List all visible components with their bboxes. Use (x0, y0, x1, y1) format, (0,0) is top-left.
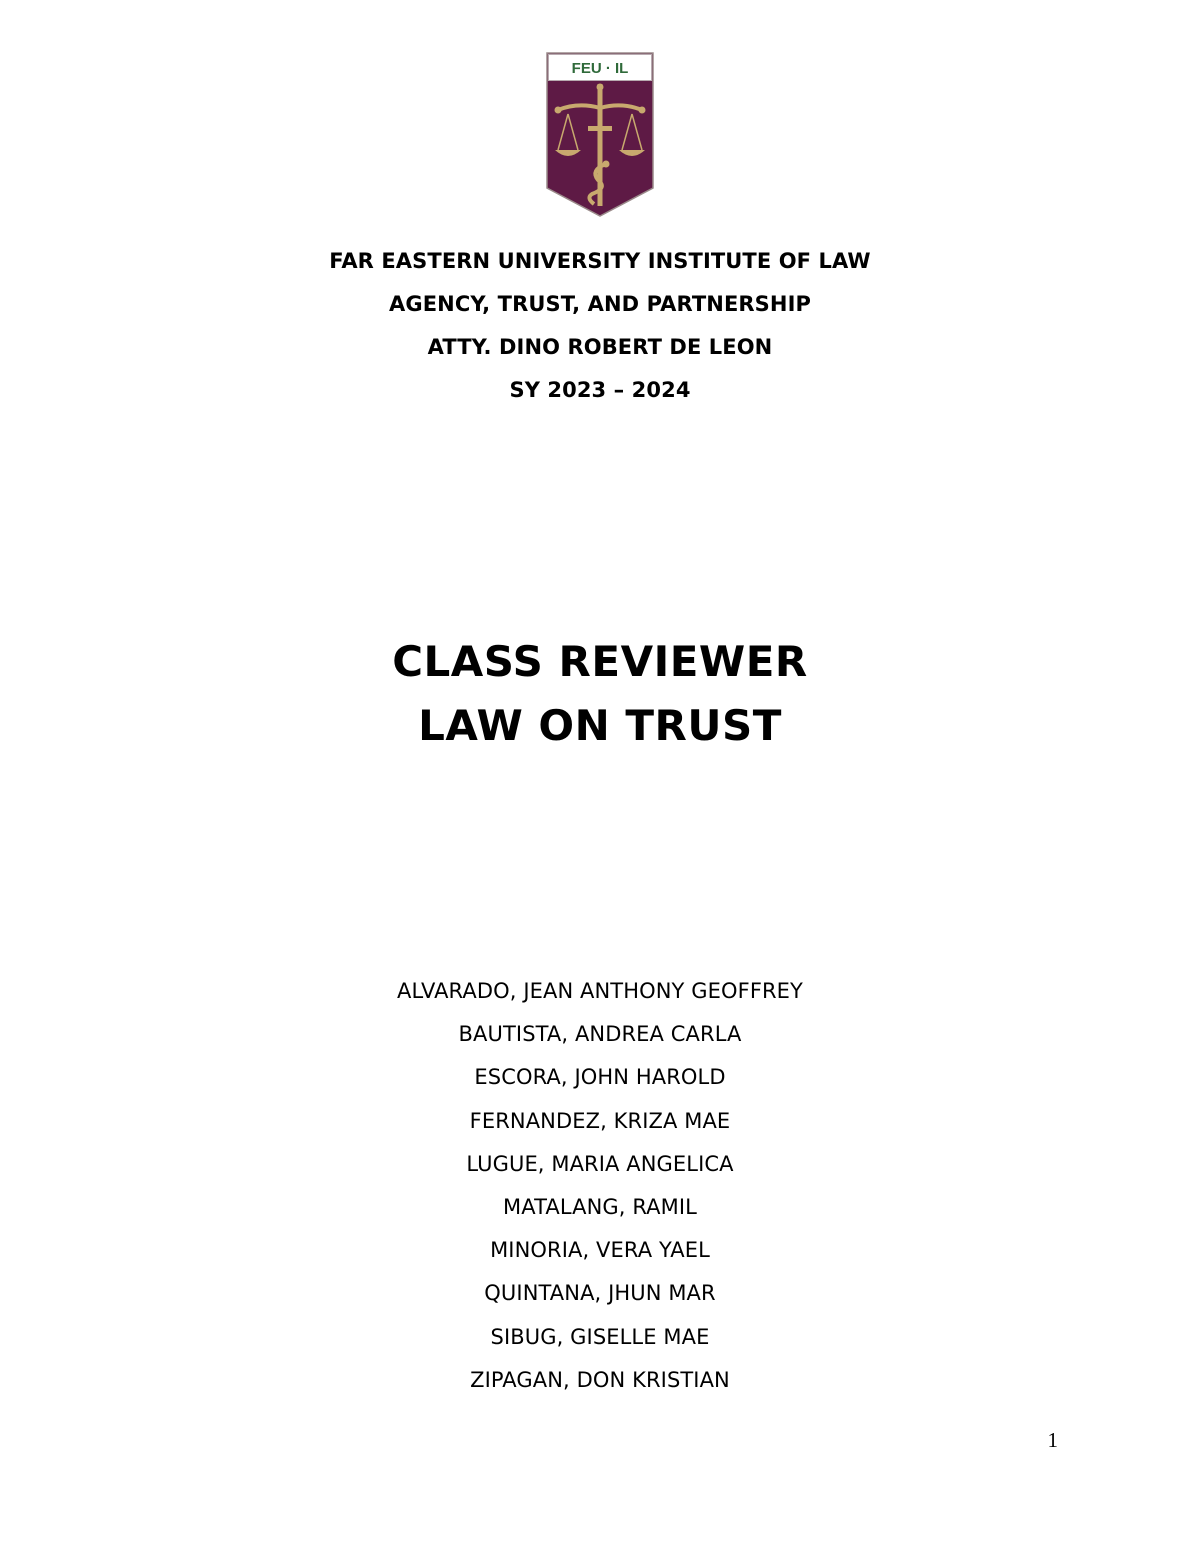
document-title (0, 630, 1200, 758)
member-name: SIBUG, GISELLE MAE (490, 1324, 710, 1349)
logo-banner-text: FEU · IL (571, 60, 629, 77)
member-name: BAUTISTA, ANDREA CARLA (458, 1022, 742, 1047)
page-number: 1 (1047, 1428, 1058, 1452)
course-header (0, 240, 1200, 412)
member-name: MINORIA, VERA YAEL (490, 1238, 710, 1263)
member-name: ALVARADO, JEAN ANTHONY GEOFFREY (397, 979, 803, 1003)
member-name: MATALANG, RAMIL (503, 1195, 697, 1220)
professor-name: ATTY. DINO ROBERT DE LEON (427, 335, 773, 359)
member-list (0, 970, 1200, 1402)
title-line-1: CLASS REVIEWER (392, 637, 808, 686)
feu-il-logo (546, 52, 654, 218)
member-name: LUGUE, MARIA ANGELICA (466, 1151, 734, 1176)
course-name: AGENCY, TRUST, AND PARTNERSHIP (389, 292, 811, 316)
title-line-2: LAW ON TRUST (418, 701, 782, 750)
school-year: SY 2023 – 2024 (509, 378, 691, 402)
member-name: FERNANDEZ, KRIZA MAE (469, 1108, 731, 1133)
member-name: ZIPAGAN, DON KRISTIAN (470, 1367, 730, 1392)
institution-name: FAR EASTERN UNIVERSITY INSTITUTE OF LAW (329, 249, 871, 273)
member-name: QUINTANA, JHUN MAR (484, 1281, 716, 1306)
member-name: ESCORA, JOHN HAROLD (474, 1065, 726, 1090)
